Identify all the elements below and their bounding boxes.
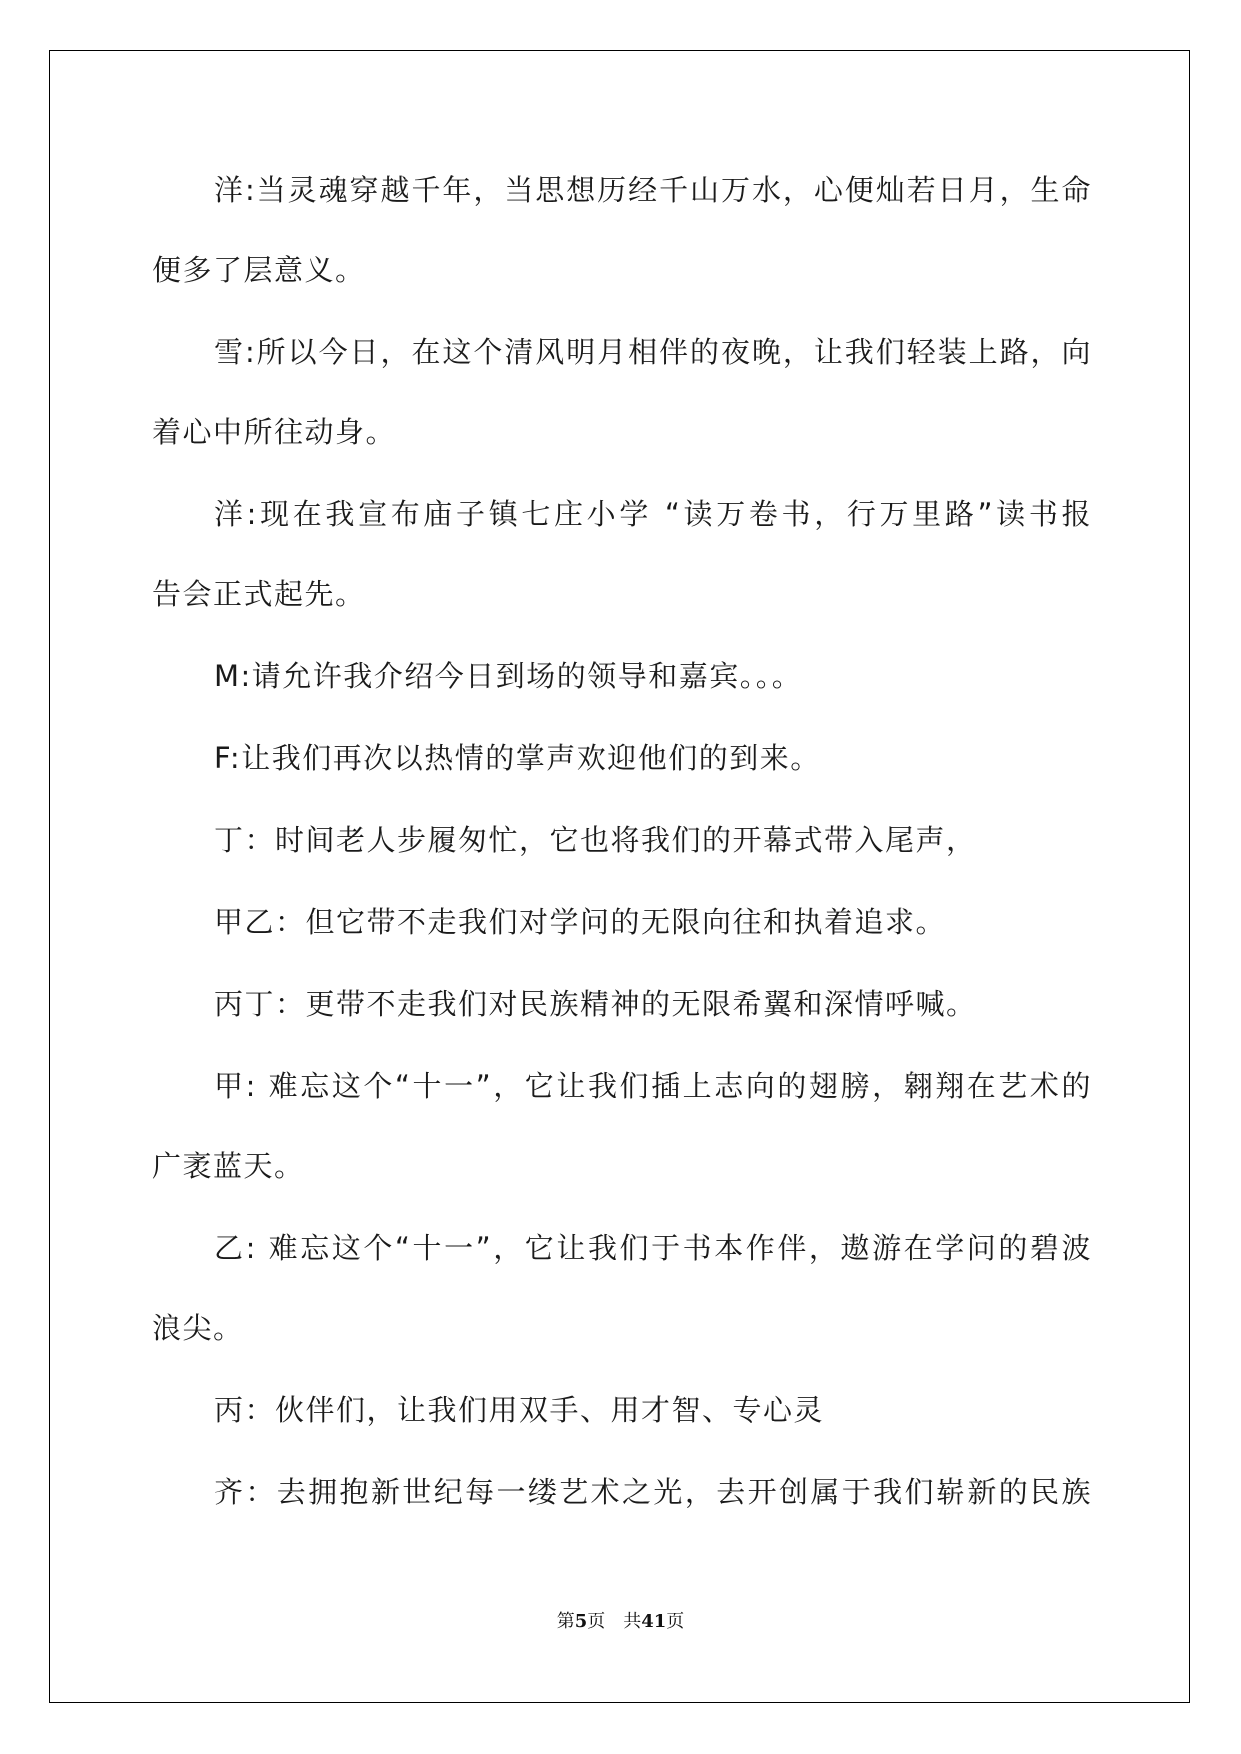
paragraph-line: 乙: 难忘这个“十一”，它让我们于书本作伴，遨游在学问的碧波: [214, 1231, 1092, 1265]
paragraph-line: M:请允许我介绍今日到场的领导和嘉宾。。。: [214, 659, 803, 693]
paragraph-line: F:让我们再次以热情的掌声欢迎他们的到来。: [214, 741, 821, 775]
paragraph-line: 丙丁：更带不走我们对民族精神的无限希翼和深情呼喊。: [214, 987, 977, 1021]
current-page-number: 5: [574, 1611, 588, 1632]
paragraph-line: 着心中所往动身。: [152, 415, 397, 449]
paragraph-line: 洋:当灵魂穿越千年，当思想历经千山万水，心便灿若日月，生命: [214, 173, 1092, 207]
footer-prefix: 第: [556, 1611, 575, 1632]
paragraph-line: 浪尖。: [152, 1311, 244, 1345]
paragraph-line: 甲: 难忘这个“十一”，它让我们插上志向的翅膀，翱翔在艺术的: [214, 1069, 1092, 1103]
paragraph-line: 广袤蓝天。: [152, 1149, 305, 1183]
page-border: [49, 50, 1190, 1703]
footer-suffix: 页: [666, 1611, 685, 1632]
paragraph-line: 雪:所以今日，在这个清风明月相伴的夜晚，让我们轻装上路，向: [214, 335, 1092, 369]
paragraph-line: 便多了层意义。: [152, 253, 366, 287]
page-footer: [0, 1610, 1241, 1634]
paragraph-line: 洋:现在我宣布庙子镇七庄小学 “读万卷书，行万里路”读书报: [214, 497, 1092, 531]
paragraph-line: 丙：伙伴们，让我们用双手、用才智、专心灵: [214, 1393, 825, 1427]
total-pages-number: 41: [641, 1611, 667, 1632]
footer-mid: 页 共: [587, 1611, 642, 1632]
paragraph-line: 告会正式起先。: [152, 577, 366, 611]
paragraph-line: 甲乙：但它带不走我们对学问的无限向往和执着追求。: [214, 905, 947, 939]
paragraph-line: 齐：去拥抱新世纪每一缕艺术之光，去开创属于我们崭新的民族: [214, 1475, 1092, 1509]
paragraph-line: 丁：时间老人步履匆忙，它也将我们的开幕式带入尾声，: [214, 823, 977, 857]
